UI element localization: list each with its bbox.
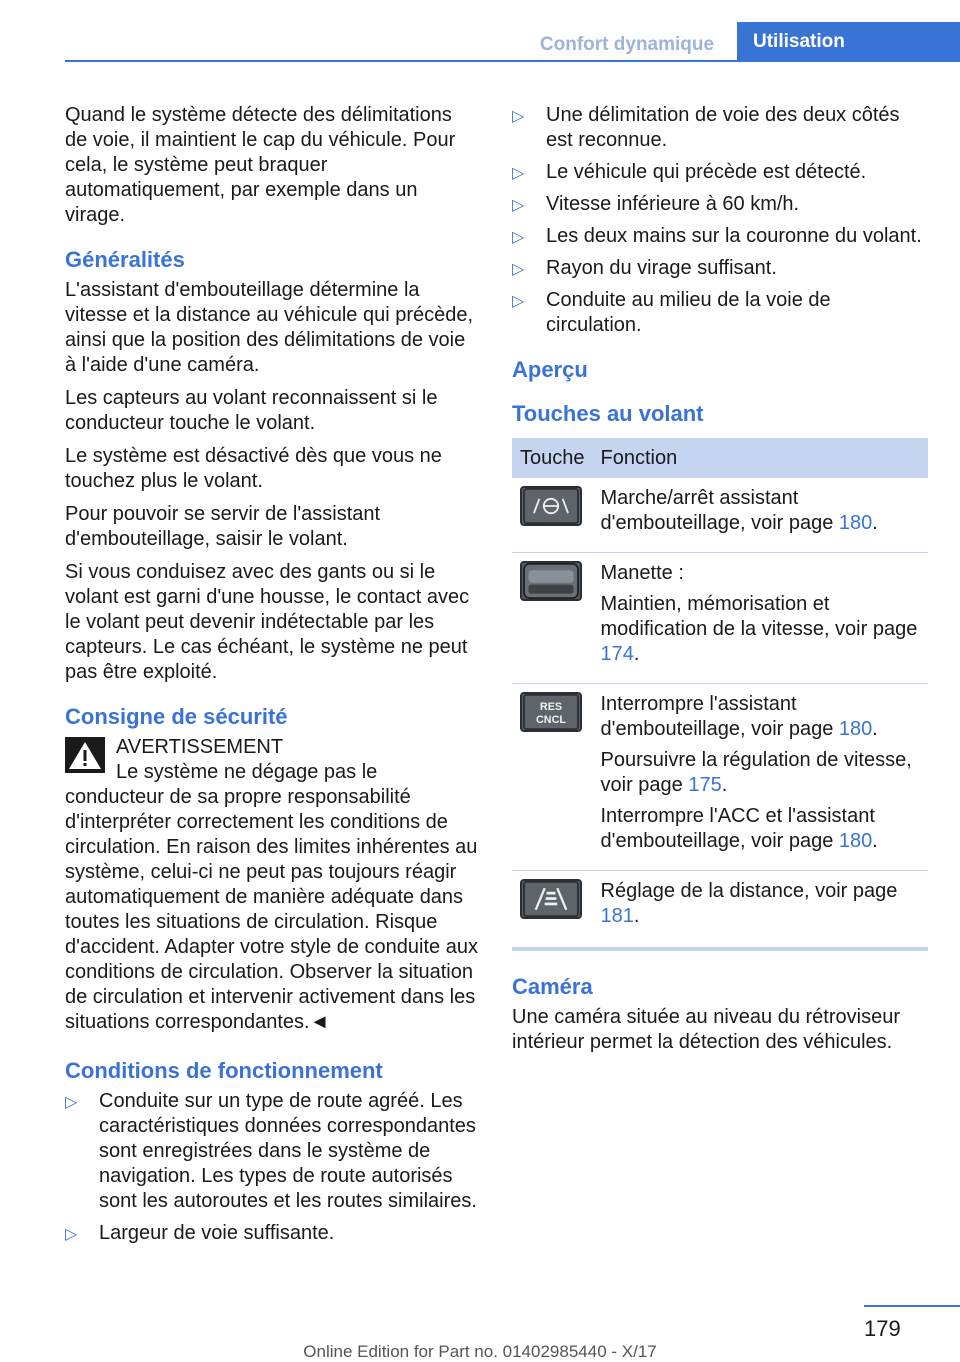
function-text: Réglage de la distance, voir page 181. <box>600 880 898 927</box>
bullet-triangle-icon: ▷ <box>65 1226 78 1243</box>
distance-adjust-icon <box>520 879 582 919</box>
list-item: ▷ Le véhicule qui précède est détecté. <box>512 160 928 185</box>
list-item: ▷ Une délimitation de voie des deux côtés est reconnue. <box>512 104 900 151</box>
bullet-triangle-icon: ▷ <box>65 1094 78 1111</box>
left-column <box>65 103 479 1253</box>
page-link[interactable]: 180 <box>838 718 873 740</box>
rocker-switch-icon <box>520 561 582 601</box>
header-rule <box>65 60 960 62</box>
footer-rule <box>864 1305 960 1307</box>
table-bottom-rule <box>512 947 928 951</box>
function-text: Interrompre l'assistant d'embouteillage, voir page 180. <box>600 693 878 740</box>
general-paragraph-4: Pour pouvoir se servir de l'assistant d'embouteillage, saisir le volant. <box>65 503 381 550</box>
column-header-key: Touche <box>512 438 593 478</box>
bullet-triangle-icon: ▷ <box>512 108 525 125</box>
table-row <box>512 871 928 946</box>
list-item: ▷ Conduite au milieu de la voie de circulation. <box>512 289 831 336</box>
list-item: ▷ Vitesse inférieure à 60 km/h. <box>512 192 928 217</box>
function-text: Manette : <box>600 562 684 584</box>
table-header-row <box>512 438 928 478</box>
header-chapter-tab: Utilisation <box>737 22 960 60</box>
right-column <box>512 103 928 1063</box>
res-cncl-icon <box>520 692 582 732</box>
general-heading: Généralités <box>65 247 185 272</box>
conditions-heading: Conditions de fonctionnement <box>65 1058 383 1083</box>
page-link[interactable]: 181 <box>600 905 634 927</box>
list-item: ▷ Largeur de voie suffisante. <box>65 1221 479 1246</box>
page-link[interactable]: 180 <box>838 830 873 852</box>
bullet-triangle-icon: ▷ <box>512 229 525 246</box>
general-paragraph-3: Le système est désactivé dès que vous ne touchez plus le volant. <box>65 445 442 492</box>
function-text: Interrompre l'ACC et l'assistant d'embouteillage, voir page 180. <box>600 805 878 852</box>
cncl-label: CNCL <box>536 713 566 726</box>
list-item: ▷ Conduite sur un type de route agréé. Les caractéristiques données correspondantes sont enregistrées dans le système de navigation. Les types de route autorisés sont les autoroutes et les routes similaires. <box>65 1090 477 1212</box>
page-link[interactable]: 175 <box>688 774 722 796</box>
general-paragraph-5: Si vous conduisez avec des gants ou si le volant est garni d'une housse, le contact avec le volant peut devenir indétectable par les capteurs. Le cas échéant, le système ne peut pas être exploité. <box>65 561 470 683</box>
list-item: ▷ Rayon du virage suffisant. <box>512 256 928 281</box>
warning-text: Le système ne dégage pas le conducteur de sa propre responsabilité d'interpréter correctement les conditions de circulation. En raison des limites inhérentes au système, celui-ci ne peut pas toujours réagir automatiquement de manière adéquate dans toutes les situations de circulation. Risque d'accident. Adapter votre style de conduite aux conditions de circulation. Observer la situation de circulation et intervenir activement dans les situations correspondantes.◄ <box>65 761 478 1033</box>
intro-paragraph: Quand le système détecte des délimitations de voie, il maintient le cap du véhicule. Pour cela, le système peut braquer automatiquement, par exemple dans un virage. <box>65 104 456 226</box>
traffic-jam-assistant-icon <box>520 486 582 526</box>
warning-block <box>65 735 479 760</box>
table-row <box>512 684 928 871</box>
bullet-triangle-icon: ▷ <box>512 197 525 214</box>
list-item: ▷ Les deux mains sur la couronne du volant. <box>512 224 928 249</box>
page-link[interactable]: 174 <box>600 643 634 665</box>
camera-paragraph: Une caméra située au niveau du rétroviseur intérieur permet la détection des véhicules. <box>512 1006 900 1053</box>
bullet-triangle-icon: ▷ <box>512 293 525 310</box>
wheel-keys-table <box>512 438 928 945</box>
table-row <box>512 478 928 553</box>
camera-heading: Caméra <box>512 974 593 999</box>
page-number: 179 <box>864 1316 901 1341</box>
warning-label: AVERTISSEMENT <box>116 736 284 758</box>
conditions-list-right <box>512 103 928 338</box>
bullet-triangle-icon: ▷ <box>512 165 525 182</box>
general-paragraph-2: Les capteurs au volant reconnaissent si le conducteur touche le volant. <box>65 387 438 434</box>
column-header-function: Fonction <box>593 438 929 478</box>
general-paragraph-1: L'assistant d'embouteillage détermine la vitesse et la distance au véhicule qui précède, ainsi que la position des délimitations de voie à l'aide d'une caméra. <box>65 279 474 376</box>
res-label: RES <box>539 701 563 714</box>
overview-heading: Aperçu <box>512 357 588 382</box>
function-text: Maintien, mémorisation et modification de la vitesse, voir page 174. <box>600 593 918 665</box>
edition-footer: Online Edition for Part no. 01402985440 - X/17 <box>303 1342 657 1361</box>
bullet-triangle-icon: ▷ <box>512 261 525 278</box>
conditions-list-left <box>65 1089 479 1246</box>
wheel-keys-heading: Touches au volant <box>512 401 704 426</box>
function-text: Poursuivre la régulation de vitesse, voir page 175. <box>600 749 912 796</box>
function-text: Marche/arrêt assistant d'embouteillage, voir page 180. <box>600 487 878 534</box>
warning-triangle-icon <box>65 737 105 773</box>
header-section-title: Confort dynamique <box>539 34 715 55</box>
table-row <box>512 553 928 684</box>
safety-heading: Consigne de sécurité <box>65 704 288 729</box>
page-link[interactable]: 180 <box>838 512 873 534</box>
